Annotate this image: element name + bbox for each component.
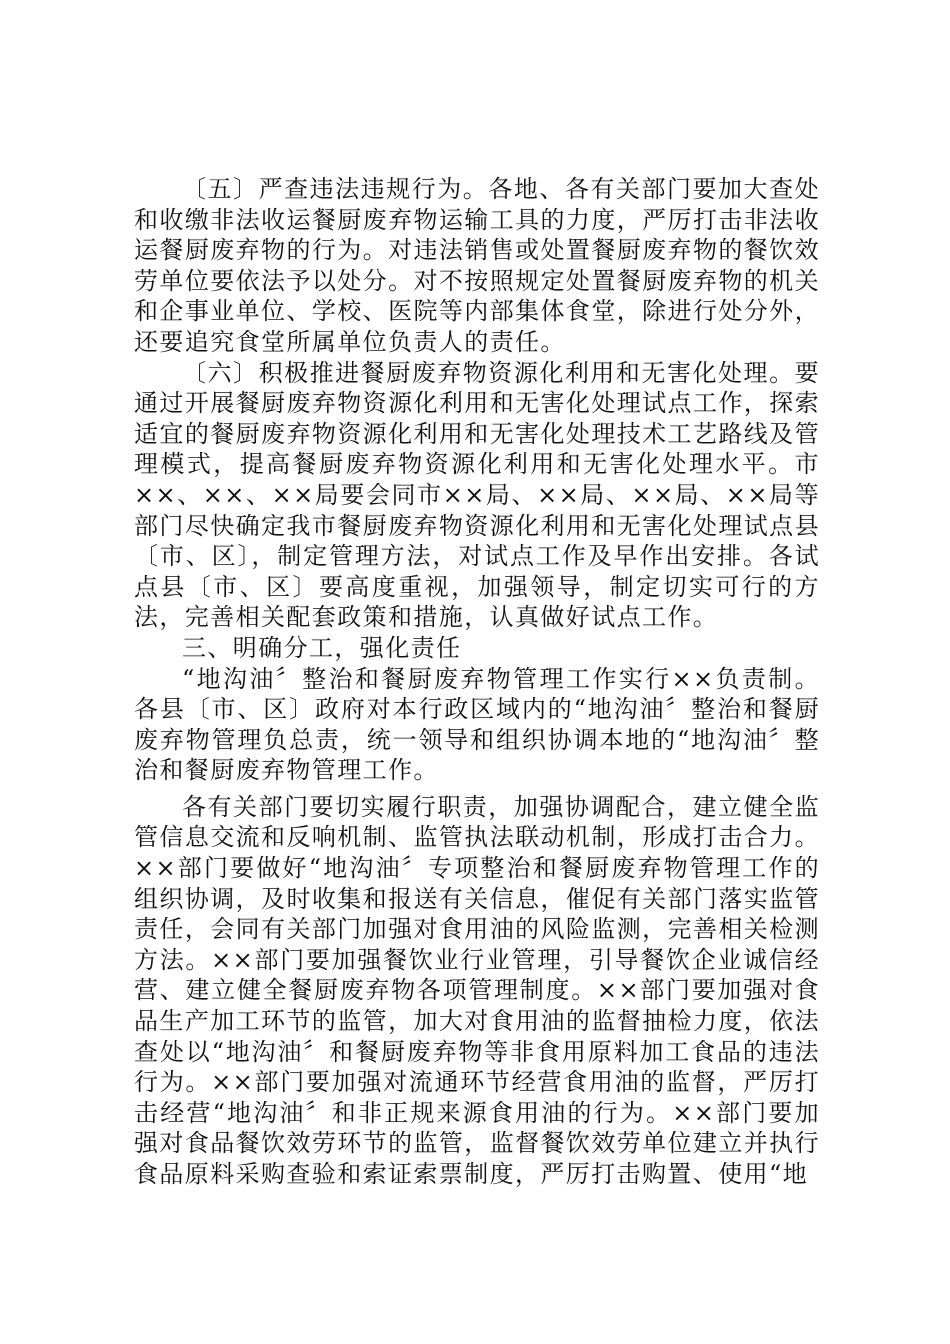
paragraph-item-5: 〔五〕严查违法违规行为。各地、各有关部门要加大查处和收缴非法收运餐厨废弃物运输工具的力度，严厉打击非法收运餐厨废弃物的行为。对违法销售或处置餐厨废弃物的餐饮效劳单位要依法予以处分。对不按照规定处置餐厨废弃物的机关和企事业单位、学校、医院等内部集体食堂，除进行处分外，还要追究食堂所属单位负责人的责任。 [134,175,820,356]
paragraph-responsibility-system: “地沟油〞整治和餐厨废弃物管理工作实行××负责制。各县〔市、区〕政府对本行政区域内的“地沟油〞整治和餐厨废弃物管理负总责，统一领导和组织协调本地的“地沟油〞整治和餐厨废弃物管理工作。 [134,664,820,785]
section-heading-3: 三、明确分工，强化责任 [182,633,462,662]
paragraph-item-6: 〔六〕积极推进餐厨废弃物资源化利用和无害化处理。要通过开展餐厨废弃物资源化利用和无害化处理试点工作，探索适宜的餐厨废弃物资源化利用和无害化处理技术工艺路线及管理模式，提高餐厨废弃物资源化利用和无害化处理水平。市××、××、××局要会同市××局、××局、××局、××局等部门尽快确定我市餐厨废弃物资源化利用和无害化处理试点县〔市、区〕，制定管理方法，对试点工作及早作出安排。各试点县〔市、区〕要高度重视，加强领导，制定切实可行的方法，完善相关配套政策和措施，认真做好试点工作。 [134,358,820,632]
paragraph-department-duties: 各有关部门要切实履行职责，加强协调配合，建立健全监管信息交流和反响机制、监管执法联动机制，形成打击合力。××部门要做好“地沟油〞专项整治和餐厨废弃物管理工作的组织协调，及时收集和报送有关信息，催促有关部门落实监管责任，会同有关部门加强对食用油的风险监测，完善相关检测方法。××部门要加强餐饮业行业管理，引导餐饮企业诚信经营、建立健全餐厨废弃物各项管理制度。××部门要加强对食品生产加工环节的监管，加大对食用油的监督抽检力度，依法查处以“地沟油〞和餐厨废弃物等非食用原料加工食品的违法行为。××部门要加强对流通环节经营食用油的监督，严厉打击经营“地沟油〞和非正规来源食用油的行为。××部门要加强对食品餐饮效劳环节的监管，监督餐饮效劳单位建立并执行食品原料采购查验和索证索票制度，严厉打击购置、使用“地 [134,792,820,1188]
document-body [134,174,820,1190]
